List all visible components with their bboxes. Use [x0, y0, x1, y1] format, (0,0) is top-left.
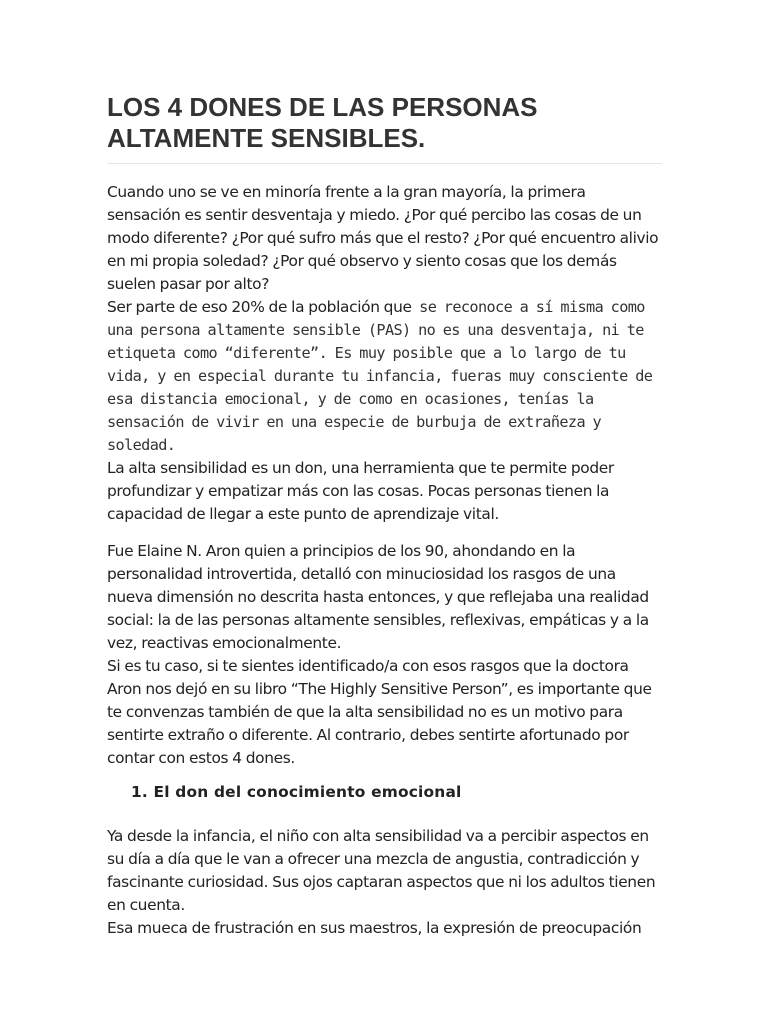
heading-gap — [107, 802, 662, 825]
paragraph-gap — [107, 526, 662, 540]
paragraph-gap — [107, 770, 662, 782]
pas-rest-text: se reconoce a sí misma como una persona altamente sensible (PAS) no es una desventaja, ni te etiqueta como “diferente”. Es muy posible que a lo largo de tu vida, y en especial durante tu infancia, fueras muy consciente de esa distancia emocional, y de como en ocasiones, tenías la sensación de vivir en una especie de burbuja de extrañeza y soledad. — [107, 298, 653, 454]
title-divider — [107, 163, 662, 164]
section-1-heading: 1. El don del conocimiento emocional — [131, 783, 462, 801]
book-paragraph: Si es tu caso, si te sientes identificado/a con esos rasgos que la doctora Aron nos dejó en su libro “The Highly Sensitive Person”, es importante que te convenzas también de que la alta sensibilidad no es un motivo para sentirte extraño o diferente. Al contrario, debes sentirte afortunado por contar con estos 4 dones. — [107, 657, 652, 767]
section-1-paragraph: Ya desde la infancia, el niño con alta sensibilidad va a percibir aspectos en su día a día que le van a ofrecer una mezcla de angustia, contradicción y fascinante curiosidad. Sus ojos captaran aspectos que ni los adultos tienen en cuenta. — [107, 827, 656, 914]
pas-paragraph — [107, 296, 662, 457]
pas-lead-text: Ser parte de eso 20% de la población que — [107, 298, 412, 316]
article-title — [107, 92, 662, 154]
gift-paragraph: La alta sensibilidad es un don, una herramienta que te permite poder profundizar y empatizar más con las cosas. Pocas personas tienen la capacidad de llegar a este punto de aprendizaje vital. — [107, 459, 614, 523]
aron-paragraph: Fue Elaine N. Aron quien a principios de los 90, ahondando en la personalidad introvertida, detalló con minuciosidad los rasgos de una nueva dimensión no descrita hasta entonces, y que reflejaba una realidad social: la de las personas altamente sensibles, reflexivas, empáticas y a la vez, reactivas emocionalmente. — [107, 542, 649, 652]
article — [107, 92, 662, 940]
title-line-2: ALTAMENTE SENSIBLES. — [107, 123, 426, 153]
intro-paragraph: Cuando uno se ve en minoría frente a la gran mayoría, la primera sensación es sentir desventaja y miedo. ¿Por qué percibo las cosas de un modo diferente? ¿Por qué sufro más que el resto? ¿Por qué encuentro alivio en mi propia soledad? ¿Por qué observo y siento cosas que los demás suelen pasar por alto? — [107, 183, 659, 293]
section-1-last-line: Esa mueca de frustración en sus maestros, la expresión de preocupación — [107, 919, 642, 937]
title-line-1: LOS 4 DONES DE LAS PERSONAS — [107, 92, 538, 122]
